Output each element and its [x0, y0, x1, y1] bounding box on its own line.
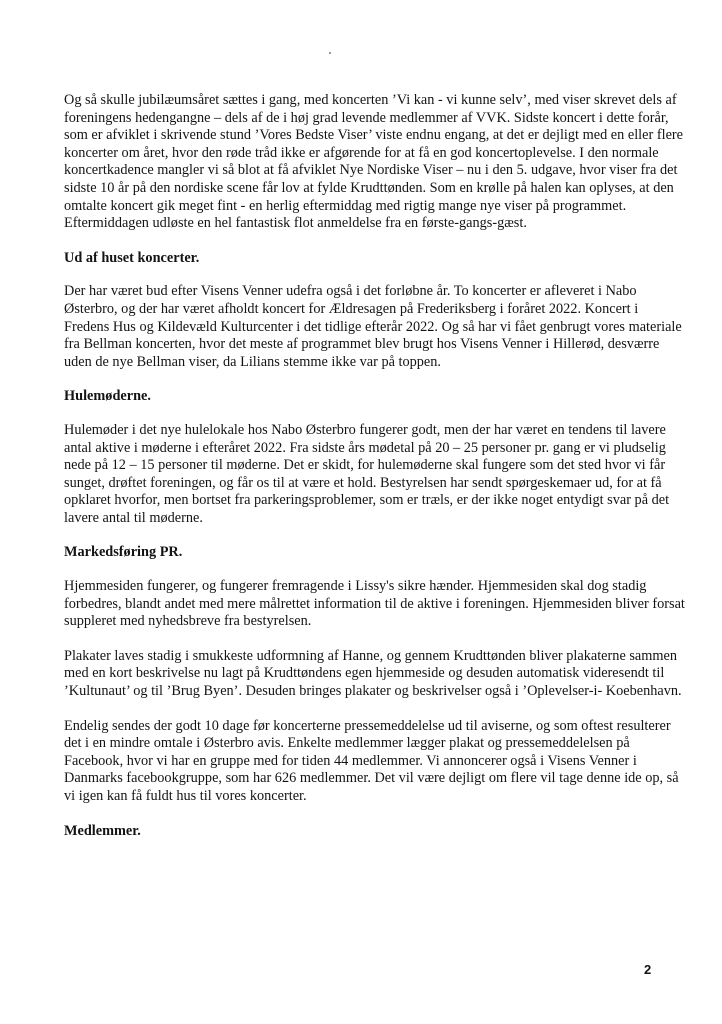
heading-medlemmer: Medlemmer. — [64, 822, 141, 839]
heading-ud-af-huset: Ud af huset koncerter. — [64, 249, 200, 266]
paragraph-ud-af-huset: Der har været bud efter Visens Venner udefra også i det forløbne år. To koncerter er afleveret i Nabo Østerbro, og der har været afholdt koncert for Ældresagen på Frederiksberg i foråret 2022. Koncert i Fredens Hus og Kildevæld Kulturcenter i det tidlige efterår 2022. Og så har vi fået genbrugt vores materiale fra Bellman koncerten, hvor det meste af programmet blev brugt hos Visens Venner i Hillerød, desværre uden de nye Bellman viser, da Lilians stemme ikke var på toppen. — [64, 283, 682, 370]
scan-speck — [329, 52, 331, 54]
paragraph-plakater: Plakater laves stadig i smukkeste udformning af Hanne, og gennem Krudttønden bliver plakaterne sammen med en kort beskrivelse nu lagt på Krudttøndens egen hjemmeside og desuden automatisk videresendt til ’Kultunaut’ og til ’Brug Byen’. Desuden bringes plakater og beskrivelser også i ’Oplevelser-i- Koebenhavn. — [64, 647, 682, 700]
paragraph-hjemmesiden: Hjemmesiden fungerer, og fungerer fremragende i Lissy's sikre hænder. Hjemmesiden skal dog stadig forbedres, blandt andet med mere målrettet information til de aktive i foreningen. Hjemmesiden bliver forsat suppleret med nyhedsbreve fra bestyrelsen. — [64, 578, 685, 630]
heading-markedsfoering: Markedsføring PR. — [64, 544, 183, 561]
page-number: 2 — [644, 962, 652, 977]
paragraph-hulemoederne: Hulemøder i det nye hulelokale hos Nabo Østerbro fungerer godt, men der har været en tendens til lavere antal aktive i møderne i efteråret 2022. Fra sidste års mødetal på 20 – 25 personer pr. gang er vi pludselig nede på 12 – 15 personer til møderne. Det er skidt, for hulemøderne skal fungere som det sted hvor vi får sunget, drøftet foreningen, og får os til at være et hold. Bestyrelsen har sendt spørgeskemaer ud, for at få opklaret hvorfor, men bortset fra parkeringsproblemer, som er træls, er der ikke noget entydigt svar på det lavere antal til møderne. — [64, 421, 670, 526]
paragraph-pressemeddelelse: Endelig sendes der godt 10 dage før koncerterne pressemeddelelse ud til aviserne, og som oftest resulterer det i en mindre omtale i Østerbro avis. Enkelte medlemmer lægger plakat og pressemeddelelsen på Facebook, hvor vi har en gruppe med for tiden 44 medlemmer. Vi annoncerer også i Visens Venner i Danmarks facebookgruppe, som har 626 medlemmer. Det vil være dejligt om flere vil tage denne ide op, så vi igen kan få fuldt hus til vores koncerter. — [64, 717, 679, 804]
heading-hulemoederne: Hulemøderne. — [64, 388, 151, 405]
intro-paragraph: Og så skulle jubilæumsåret sættes i gang, med koncerten ’Vi kan - vi kunne selv’, med viser skrevet dels af foreningens hedengangne – dels af de i høj grad levende medlemmer af VVK. Sidste koncert i dette forår, som er afviklet i skrivende stund ’Vores Bedste Viser’ viste endnu engang, at det er dejligt med en eller flere koncerter om året, hvor den røde tråd ikke er afgørende for at få en god koncertoplevelse. I den normale koncertkadence mangler vi så blot at få afviklet Nye Nordiske Viser – nu i den 5. udgave, hvor viser fra det sidste 10 år på den nordiske scene får lov at fylde Krudttønden. Som en krølle på halen kan oplyses, at den omtalte koncert gik meget fint - en herlig eftermiddag med rigtig mange nye viser på programmet. Eftermiddagen udløste en hel fantastisk flot anmeldelse fra en første-gangs-gæst. — [64, 92, 684, 232]
document-body — [64, 92, 686, 840]
